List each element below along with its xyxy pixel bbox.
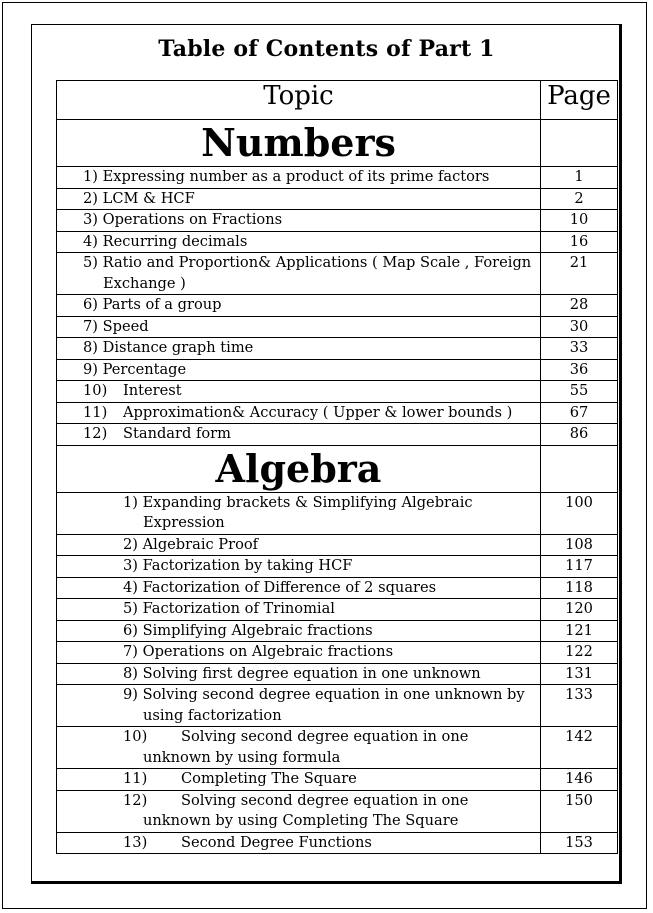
- page-number: 1: [541, 167, 618, 189]
- topic-cell: [57, 210, 541, 232]
- item-number-block: [123, 833, 181, 854]
- item-number: 6): [83, 296, 98, 313]
- toc-row[interactable]: [57, 790, 618, 832]
- item-number: 10): [123, 728, 148, 745]
- page-number: 108: [541, 534, 618, 556]
- item-text: LCM & HCF: [102, 189, 195, 207]
- item-text: Simplifying Algebraic fractions: [142, 621, 373, 639]
- item-text-continued: unknown by using Completing The Square: [143, 812, 459, 829]
- page-number: 133: [541, 685, 618, 727]
- item-number: 8): [123, 664, 138, 682]
- item-number: 3): [123, 557, 138, 574]
- item-text-continued: Exchange ): [103, 274, 186, 292]
- toc-row[interactable]: [57, 188, 618, 210]
- page-number: 86: [541, 424, 618, 446]
- topic-cell: [57, 556, 541, 578]
- toc-row[interactable]: [57, 424, 618, 446]
- item-number-block: [123, 727, 181, 748]
- toc-row[interactable]: [57, 769, 618, 791]
- item-number: 7): [83, 317, 98, 335]
- page-number: 10: [541, 210, 618, 232]
- item-number: 9): [123, 686, 138, 703]
- page-number: 2: [541, 188, 618, 210]
- page-header: Page: [541, 81, 618, 120]
- topic-cell: [57, 642, 541, 664]
- item-number: 13): [123, 833, 148, 851]
- page-number: 30: [541, 316, 618, 338]
- toc-row[interactable]: [57, 556, 618, 578]
- topic-cell: [57, 620, 541, 642]
- topic-cell: [57, 424, 541, 446]
- item-number: 6): [123, 621, 138, 639]
- toc-row[interactable]: [57, 210, 618, 232]
- item-text: Solving second degree equation in one unknown by: [142, 686, 525, 703]
- topic-cell: [57, 832, 541, 854]
- item-text-continued: using factorization: [143, 706, 282, 724]
- toc-row[interactable]: [57, 599, 618, 621]
- toc-row[interactable]: [57, 167, 618, 189]
- section-page-cell: [541, 445, 618, 492]
- item-number-block: [83, 403, 123, 424]
- toc-row[interactable]: [57, 534, 618, 556]
- item-number: 5): [123, 600, 138, 617]
- topic-cell: [57, 338, 541, 360]
- document-title: Table of Contents of Part 1: [158, 36, 495, 62]
- item-text: Ratio and Proportion& Applications ( Map Scale , Foreign: [102, 254, 532, 271]
- item-number: 2): [123, 535, 138, 553]
- toc-row[interactable]: [57, 231, 618, 253]
- item-number: 2): [83, 189, 98, 207]
- item-number: 8): [83, 339, 98, 356]
- item-number: 4): [123, 578, 138, 596]
- page-number: 16: [541, 231, 618, 253]
- page-number: 28: [541, 295, 618, 317]
- page-number: 21: [541, 253, 618, 295]
- topic-cell: [57, 295, 541, 317]
- item-number-block: [83, 424, 123, 445]
- item-text: Standard form: [123, 425, 231, 442]
- toc-row[interactable]: [57, 620, 618, 642]
- section-page-cell: [541, 120, 618, 167]
- item-text: Factorization by taking HCF: [142, 557, 353, 574]
- toc-row[interactable]: [57, 727, 618, 769]
- item-text: Speed: [102, 317, 149, 335]
- item-number-block: [83, 381, 123, 402]
- item-number: 9): [83, 360, 98, 378]
- item-number: 3): [83, 211, 98, 228]
- topic-cell: [57, 727, 541, 769]
- page-number: 36: [541, 359, 618, 381]
- item-text: Recurring decimals: [102, 232, 248, 250]
- topic-cell: [57, 402, 541, 424]
- toc-row[interactable]: [57, 253, 618, 295]
- item-text: Parts of a group: [102, 296, 222, 313]
- item-number: 5): [83, 254, 98, 271]
- page-number: 120: [541, 599, 618, 621]
- toc-row[interactable]: [57, 381, 618, 403]
- toc-row[interactable]: [57, 492, 618, 534]
- page-number: 153: [541, 832, 618, 854]
- page-number: 55: [541, 381, 618, 403]
- item-text: Completing The Square: [181, 770, 357, 787]
- toc-row[interactable]: [57, 338, 618, 360]
- toc-row[interactable]: [57, 642, 618, 664]
- page-number: 150: [541, 790, 618, 832]
- topic-cell: [57, 316, 541, 338]
- topic-cell: [57, 790, 541, 832]
- item-number: 7): [123, 643, 138, 660]
- item-text: Solving first degree equation in one unknown: [142, 664, 481, 682]
- item-number: 12): [123, 791, 148, 809]
- page-number: 118: [541, 577, 618, 599]
- section-row: [57, 120, 618, 167]
- toc-row[interactable]: [57, 359, 618, 381]
- topic-cell: [57, 359, 541, 381]
- item-text-continued: Expression: [143, 514, 225, 531]
- topic-cell: [57, 685, 541, 727]
- topic-cell: [57, 253, 541, 295]
- item-text: Operations on Fractions: [102, 211, 283, 228]
- topic-cell: [57, 663, 541, 685]
- item-text: Interest: [123, 382, 182, 399]
- page-number: 117: [541, 556, 618, 578]
- item-number-block: [123, 791, 181, 812]
- page-number: 122: [541, 642, 618, 664]
- topic-cell: [57, 231, 541, 253]
- item-text: Second Degree Functions: [181, 833, 372, 851]
- page-number: 146: [541, 769, 618, 791]
- item-text: Approximation& Accuracy ( Upper & lower bounds ): [123, 403, 513, 421]
- topic-cell: [57, 381, 541, 403]
- item-number: 1): [123, 493, 138, 511]
- toc-row[interactable]: [57, 402, 618, 424]
- page-number: 67: [541, 402, 618, 424]
- topic-cell: [57, 769, 541, 791]
- section-heading: Algebra: [57, 445, 541, 492]
- item-text: Percentage: [102, 360, 187, 378]
- section-heading: Numbers: [57, 120, 541, 167]
- page-number: 121: [541, 620, 618, 642]
- topic-cell: [57, 188, 541, 210]
- item-text: Solving second degree equation in one: [181, 728, 469, 745]
- item-text: Expanding brackets & Simplifying Algebraic: [142, 493, 473, 511]
- page-number: 131: [541, 663, 618, 685]
- item-number: 11): [123, 770, 148, 787]
- toc-row[interactable]: [57, 832, 618, 854]
- page-number: 100: [541, 492, 618, 534]
- item-text: Factorization of Trinomial: [142, 600, 335, 617]
- toc-table: [56, 80, 618, 854]
- item-number-block: [123, 769, 181, 790]
- item-text-continued: unknown by using formula: [143, 748, 341, 766]
- toc-row[interactable]: [57, 577, 618, 599]
- toc-row[interactable]: [57, 663, 618, 685]
- topic-cell: [57, 492, 541, 534]
- topic-cell: [57, 577, 541, 599]
- topic-header: Topic: [57, 81, 541, 120]
- item-number: 12): [83, 425, 108, 442]
- item-text: Factorization of Difference of 2 squares: [142, 578, 437, 596]
- item-text: Expressing number as a product of its prime factors: [102, 168, 490, 185]
- page-number: 142: [541, 727, 618, 769]
- toc-row[interactable]: [57, 685, 618, 727]
- item-text: Algebraic Proof: [142, 535, 259, 553]
- item-number: 11): [83, 403, 108, 421]
- item-number: 1): [83, 168, 98, 185]
- page-number: 33: [541, 338, 618, 360]
- topic-cell: [57, 167, 541, 189]
- topic-cell: [57, 599, 541, 621]
- item-text: Distance graph time: [102, 339, 254, 356]
- toc-row[interactable]: [57, 295, 618, 317]
- item-number: 10): [83, 382, 108, 399]
- item-text: Solving second degree equation in one: [181, 791, 469, 809]
- item-text: Operations on Algebraic fractions: [142, 643, 394, 660]
- topic-cell: [57, 534, 541, 556]
- item-number: 4): [83, 232, 98, 250]
- section-row: [57, 445, 618, 492]
- header-row: [57, 81, 618, 120]
- toc-row[interactable]: [57, 316, 618, 338]
